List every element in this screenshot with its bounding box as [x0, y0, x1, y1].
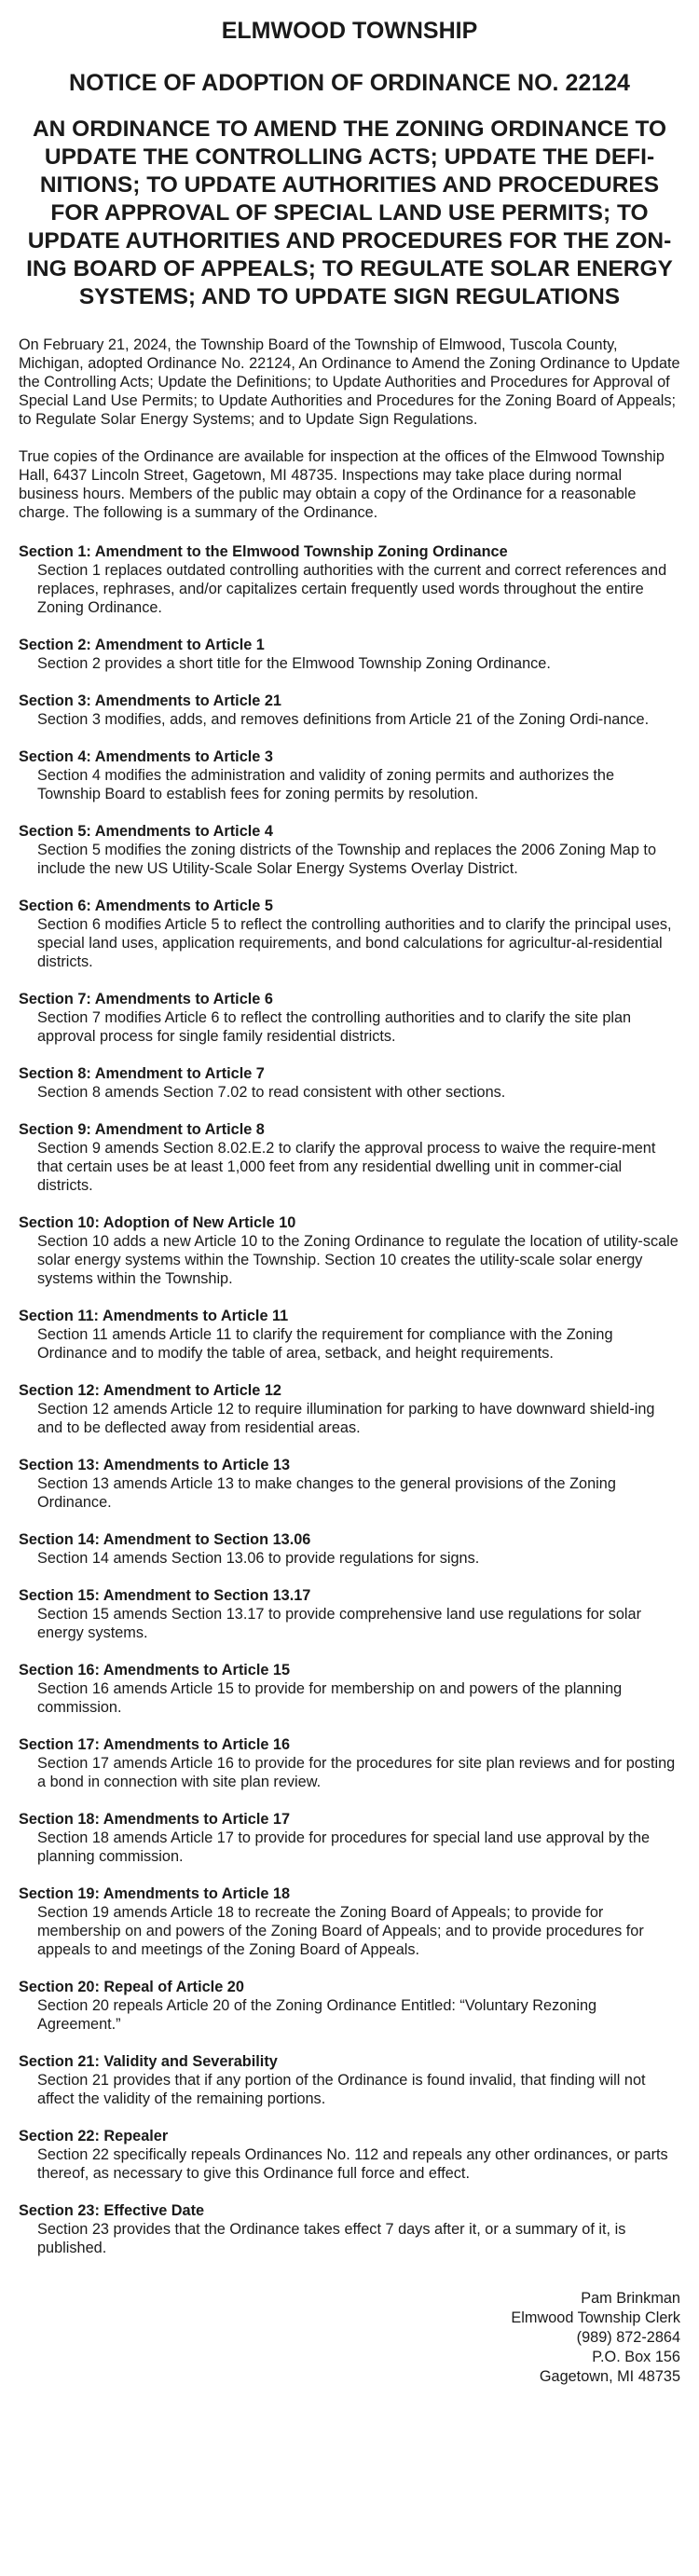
notice-title: NOTICE OF ADOPTION OF ORDINANCE NO. 22124 [69, 70, 630, 96]
section-item [19, 1884, 680, 1959]
section-body: Section 18 amends Article 17 to provide for procedures for special land use approval by the planning commission. [37, 1829, 651, 1865]
section-item [19, 2127, 680, 2183]
section-item [19, 636, 680, 673]
section-body: Section 4 modifies the administration and validity of zoning permits and authorizes the Township Board to establish fees for zoning permits by resolution. [37, 767, 615, 802]
section-heading: Section 20: Repeal of Article 20 [19, 1979, 244, 1995]
section-body: Section 8 amends Section 7.02 to read consistent with other sections. [37, 1084, 506, 1101]
section-heading: Section 5: Amendments to Article 4 [19, 823, 273, 840]
section-body: Section 7 modifies Article 6 to reflect the controlling authorities and to clarify the site plan approval process for single family residential districts. [37, 1009, 632, 1045]
clerk-title: Elmwood Township Clerk [511, 2309, 680, 2326]
section-item [19, 1586, 680, 1642]
section-body: Section 12 amends Article 12 to require illumination for parking to have downward shield-ing and to be deflected away from residential areas. [37, 1401, 655, 1436]
section-item [19, 747, 680, 803]
section-heading: Section 14: Amendment to Section 13.06 [19, 1531, 311, 1548]
section-heading: Section 18: Amendments to Article 17 [19, 1811, 291, 1828]
section-item [19, 1307, 680, 1363]
intro-paragraph-availability: True copies of the Ordinance are available for inspection at the offices of the Elmwood Township Hall, 6437 Lincoln Street, Gagetown, MI 48735. Inspections may take place during normal business hours. Members of the public may obtain a copy of the Ordinance for a reasonable charge. The following is a summary of the Ordinance. [19, 448, 665, 521]
section-body: Section 3 modifies, adds, and removes definitions from Article 21 of the Zoning Ordi-nance. [37, 711, 650, 728]
section-heading: Section 17: Amendments to Article 16 [19, 1736, 291, 1753]
section-body: Section 2 provides a short title for the Elmwood Township Zoning Ordinance. [37, 655, 551, 672]
section-heading: Section 9: Amendment to Article 8 [19, 1121, 265, 1138]
section-body: Section 6 modifies Article 5 to reflect the controlling authorities and to clarify the principal uses, special land uses, application requirements, and bond calculations for agricultur-al-residential districts. [37, 916, 672, 970]
section-heading: Section 7: Amendments to Article 6 [19, 991, 273, 1007]
section-item [19, 822, 680, 878]
section-item [19, 2201, 680, 2257]
township-name: ELMWOOD TOWNSHIP [221, 18, 478, 44]
section-body: Section 5 modifies the zoning districts of the Township and replaces the 2006 Zoning Map to include the new US Utility-Scale Solar Energy Systems Overlay District. [37, 842, 657, 877]
section-item [19, 692, 680, 729]
section-heading: Section 16: Amendments to Article 15 [19, 1662, 291, 1679]
clerk-city: Gagetown, MI 48735 [539, 2368, 680, 2385]
section-body: Section 16 amends Article 15 to provide for membership on and powers of the planning commission. [37, 1680, 623, 1716]
section-item [19, 1735, 680, 1791]
section-item [19, 1810, 680, 1866]
section-item [19, 1978, 680, 2034]
section-body: Section 1 replaces outdated controlling authorities with the current and correct references and replaces, rephrases, and/or capitalizes certain frequently used words throughout the entire Zoning Ordinance. [37, 562, 667, 616]
section-body: Section 22 specifically repeals Ordinances No. 112 and repeals any other ordinances, or parts thereof, as necessary to give this Ordinance full force and effect. [37, 2146, 668, 2182]
section-body: Section 9 amends Section 8.02.E.2 to clarify the approval process to waive the require-ment that certain uses be at least 1,000 feet from any residential dwelling unit in commer-cial districts. [37, 1140, 656, 1194]
section-heading: Section 12: Amendment to Article 12 [19, 1382, 281, 1399]
section-item [19, 1661, 680, 1717]
clerk-name: Pam Brinkman [581, 2290, 680, 2307]
section-body: Section 20 repeals Article 20 of the Zoning Ordinance Entitled: “Voluntary Rezoning Agreement.” [37, 1997, 597, 2033]
section-summary-list [19, 542, 680, 2257]
section-heading: Section 11: Amendments to Article 11 [19, 1308, 289, 1324]
intro-paragraph-adoption: On February 21, 2024, the Township Board of the Township of Elmwood, Tuscola County, Michigan, adopted Ordinance No. 22124, An Ordinance to Amend the Zoning Ordinance to Update the Controlling Acts; Update the Definitions; to Update Authorities and Procedures for Approval of Special Land Use Permits; to Update Authorities and Procedures for the Zoning Board of Appeals; to Regulate Solar Energy Systems; and to Update Sign Regulations. [19, 336, 680, 428]
section-body: Section 14 amends Section 13.06 to provide regulations for signs. [37, 1550, 480, 1567]
section-heading: Section 22: Repealer [19, 2128, 169, 2144]
section-heading: Section 8: Amendment to Article 7 [19, 1065, 265, 1082]
section-heading: Section 21: Validity and Severability [19, 2053, 278, 2070]
section-body: Section 21 provides that if any portion of the Ordinance is found invalid, that finding will not affect the validity of the remaining portions. [37, 2072, 646, 2107]
section-item [19, 1456, 680, 1512]
section-item [19, 1213, 680, 1288]
section-item [19, 542, 680, 617]
signature-block [19, 2289, 680, 2387]
section-item [19, 1381, 680, 1437]
section-heading: Section 4: Amendments to Article 3 [19, 748, 273, 765]
section-body: Section 15 amends Section 13.17 to provide comprehensive land use regulations for solar energy systems. [37, 1606, 642, 1641]
section-body: Section 10 adds a new Article 10 to the Zoning Ordinance to regulate the location of utility-scale solar energy systems within the Township. Section 10 creates the utility-scale solar energy systems within the Township. [37, 1233, 678, 1287]
section-heading: Section 3: Amendments to Article 21 [19, 692, 281, 709]
section-item [19, 1064, 680, 1102]
section-item [19, 897, 680, 971]
section-item [19, 990, 680, 1046]
section-item [19, 2052, 680, 2108]
section-body: Section 19 amends Article 18 to recreate the Zoning Board of Appeals; to provide for membership on and powers of the Zoning Board of Appeals; and to provide procedures for appeals to and meetings of the Zoning Board of Appeals. [37, 1904, 644, 1958]
section-heading: Section 6: Amendments to Article 5 [19, 897, 273, 914]
section-heading: Section 19: Amendments to Article 18 [19, 1885, 291, 1902]
clerk-po-box: P.O. Box 156 [592, 2349, 680, 2365]
section-heading: Section 23: Effective Date [19, 2202, 205, 2219]
section-body: Section 13 amends Article 13 to make changes to the general provisions of the Zoning Ordinance. [37, 1475, 616, 1511]
section-body: Section 17 amends Article 16 to provide for the procedures for site plan reviews and for posting a bond in connection with site plan review. [37, 1755, 676, 1790]
section-heading: Section 1: Amendment to the Elmwood Township Zoning Ordinance [19, 543, 508, 560]
ordinance-title: AN ORDINANCE TO AMEND THE ZONING ORDINANCE TO UPDATE THE CONTROLLING ACTS; UPDATE THE DEFI-NITIONS; TO UPDATE AUTHORITIES AND PROCEDURES FOR APPROVAL OF SPECIAL LAND USE PERMITS; TO UPDATE AUTHORITIES AND PROCEDURES FOR THE ZON-ING BOARD OF APPEALS; TO REGULATE SOLAR ENERGY SYSTEMS; AND TO UPDATE SIGN REGULATIONS [26, 116, 673, 309]
section-body: Section 11 amends Article 11 to clarify the requirement for compliance with the Zoning Ordinance and to modify the table of area, setback, and height requirements. [37, 1326, 613, 1362]
clerk-phone: (989) 872-2864 [576, 2329, 680, 2346]
section-heading: Section 15: Amendment to Section 13.17 [19, 1587, 311, 1604]
section-item [19, 1120, 680, 1195]
section-item [19, 1530, 680, 1568]
section-heading: Section 13: Amendments to Article 13 [19, 1457, 291, 1473]
section-body: Section 23 provides that the Ordinance takes effect 7 days after it, or a summary of it, is published. [37, 2221, 626, 2256]
section-heading: Section 2: Amendment to Article 1 [19, 637, 265, 653]
section-heading: Section 10: Adoption of New Article 10 [19, 1214, 296, 1231]
